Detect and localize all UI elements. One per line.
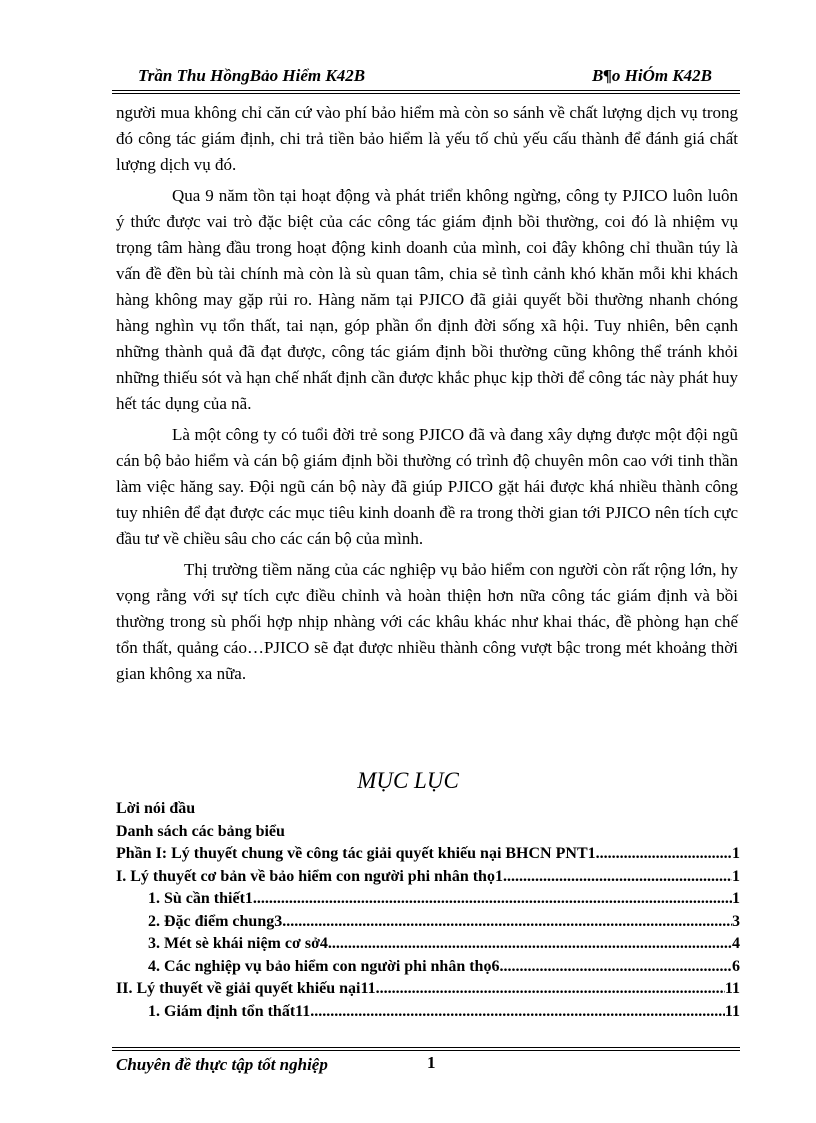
toc-leader	[253, 888, 732, 911]
toc-entry-text: Phần I: Lý thuyết chung về công tác giải quyết khiếu nại BHCN PNT1	[116, 845, 596, 862]
toc-entry[interactable]	[116, 978, 740, 1001]
toc-leader	[503, 866, 732, 889]
page-header	[112, 64, 740, 90]
page-number: 1	[427, 1053, 436, 1072]
header-rule-thin	[112, 93, 740, 94]
toc-entry-page: 6	[732, 957, 740, 975]
toc-intro-2[interactable]: Danh sách các bảng biểu	[116, 822, 285, 840]
toc-entry-page: 1	[732, 845, 740, 862]
paragraph-2: Qua 9 năm tồn tại hoạt động và phát triển không ngừng, công ty PJICO luôn luôn ý thức được vai trò đặc biệt của các công tác giám định bồi thường, coi đó là nhiệm vụ trọng tâm hàng đầu trong hoạt động kinh doanh của mình, coi đây không chỉ thuần túy là vấn đề đền bù tài chính mà còn là sù quan tâm, chia sẻ tình cảnh khó khăn mỗi khi khách hàng không may gặp rủi ro. Hàng năm tại PJICO đã giải quyết bồi thường nhanh chóng hàng nghìn vụ tổn thất, tai nạn, góp phần ổn định đời sống xã hội. Tuy nhiên, bên cạnh những thành quả đã đạt được, công tác giám định bồi thường cũng không thể tránh khỏi những thiếu sót và hạn chế nhất định cần được khắc phục kịp thời để công tác này phát huy hết tác dụng của nã.	[116, 186, 738, 413]
toc-entry-text: II. Lý thuyết về giải quyết khiếu nại11	[116, 980, 376, 997]
toc-entry[interactable]	[116, 843, 740, 866]
toc-entry[interactable]	[116, 866, 740, 889]
toc-entry-page: 4	[732, 935, 740, 952]
toc-entry-page: 11	[724, 1002, 740, 1020]
toc-entry-text: 1. Giám định tổn thất11	[148, 1002, 311, 1020]
toc-entry[interactable]	[116, 911, 740, 934]
toc-leader	[376, 978, 725, 1001]
toc-title: MỤC LỤC	[357, 768, 459, 793]
toc-entry[interactable]	[116, 956, 740, 979]
header-right-title: B¶o HiÓm K42B	[592, 66, 712, 85]
header-rule	[112, 90, 740, 91]
toc-entry-page: 11	[724, 980, 740, 997]
paragraph-3: Là một công ty có tuổi đời trẻ song PJICO đã và đang xây dựng được một đội ngũ cán bộ bảo hiểm và cán bộ giám định bồi thường có trình độ chuyên môn cao với tinh thần làm việc hăng say. Đội ngũ cán bộ này đã giúp PJICO gặt hái được khá nhiều thành công tuy nhiên để đạt được các mục tiêu kinh doanh đề ra trong thời gian tới PJICO nên tích cực đầu tư về chiều sâu cho các cán bộ của mình.	[116, 425, 738, 548]
toc-entry-page: 3	[732, 912, 740, 930]
toc-leader	[310, 1001, 725, 1024]
body-text	[116, 100, 738, 692]
toc-leader	[499, 956, 732, 979]
toc-intro-1[interactable]: Lời nói đầu	[116, 800, 196, 817]
toc-entry-text: 2. Đặc điểm chung3	[148, 912, 283, 930]
toc-leader	[328, 933, 732, 956]
footer-title: Chuyên đề thực tập tốt nghiệp	[116, 1055, 328, 1074]
footer-rule-thin	[112, 1050, 740, 1051]
toc-entry-text: I. Lý thuyết cơ bản về bảo hiểm con người phi nhân thọ1	[116, 867, 503, 885]
toc-leader	[596, 843, 732, 866]
toc-entry[interactable]	[116, 888, 740, 911]
toc-entry-text: 3. Mét sè khái niệm cơ sở4	[148, 935, 328, 952]
toc-entry-text: 1. Sù cần thiết1	[148, 890, 253, 907]
header-left-title: Trần Thu HồngBảo Hiểm K42B	[138, 66, 366, 85]
toc-leader	[282, 911, 732, 934]
toc-entry[interactable]	[116, 933, 740, 956]
toc-entry-text: 4. Các nghiệp vụ bảo hiểm con người phi nhân thọ6	[148, 957, 500, 975]
footer-rule	[112, 1047, 740, 1048]
toc-entry-page: 1	[732, 890, 740, 907]
toc-entry[interactable]	[116, 1001, 740, 1024]
table-of-contents	[116, 798, 740, 1023]
toc-entry-page: 1	[732, 867, 740, 885]
paragraph-4: Thị trường tiềm năng của các nghiệp vụ bảo hiểm con người còn rất rộng lớn, hy vọng rằng với sự tích cực điều chỉnh và hoàn thiện hơn nữa công tác giám định và bồi thường trong sù phối hợp nhịp nhàng với các khâu khác như khai thác, đề phòng hạn chế tổn thất, quảng cáo…PJICO sẽ đạt được nhiều thành công vượt bậc trong mét khoảng thời gian không xa nữa.	[116, 560, 738, 683]
paragraph-1: người mua không chỉ căn cứ vào phí bảo hiểm mà còn so sánh về chất lượng dịch vụ trong đó công tác giám định, chi trả tiền bảo hiểm là yếu tố chủ yếu cấu thành để đánh giá chất lượng dịch vụ đó.	[116, 103, 738, 174]
